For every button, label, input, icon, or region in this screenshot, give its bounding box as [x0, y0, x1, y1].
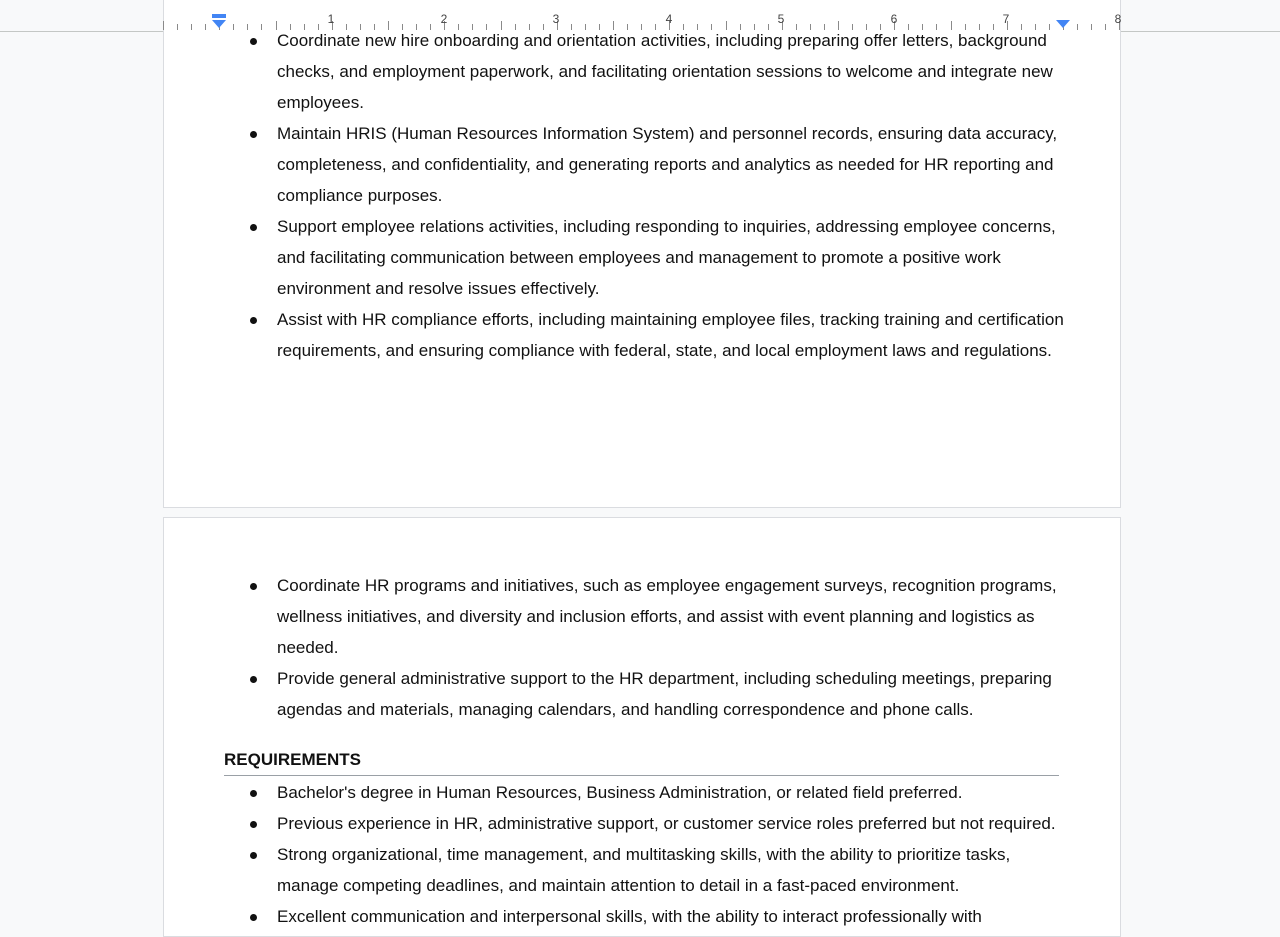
ruler-number-6: 6: [890, 12, 898, 26]
ruler-tick: [936, 24, 937, 30]
list-item-text: Excellent communication and interpersonal skills, with the ability to interact professionally with: [277, 907, 982, 926]
bullet-icon: [250, 224, 257, 231]
ruler-tick: [360, 24, 361, 30]
ruler-tick: [866, 24, 867, 30]
ruler-tick: [346, 24, 347, 30]
ruler-tick: [754, 24, 755, 30]
ruler-tick: [1077, 24, 1078, 30]
ruler-tick: [711, 24, 712, 30]
ruler-tick: [655, 24, 656, 30]
document-page-1[interactable]: [163, 0, 1121, 508]
ruler-number-7: 7: [1002, 12, 1010, 26]
ruler-tick: [922, 24, 923, 30]
ruler-tick: [1021, 24, 1022, 30]
bullet-icon: [250, 790, 257, 797]
ruler-tick: [191, 24, 192, 30]
ruler-tick: [627, 24, 628, 30]
ruler-tick: [304, 24, 305, 30]
ruler-tick: [599, 24, 600, 30]
bullet-icon: [250, 131, 257, 138]
bullet-icon: [250, 852, 257, 859]
list-item-text: Previous experience in HR, administrative support, or customer service roles preferred but not required.: [277, 814, 1056, 833]
responsibilities-list-continued: [164, 570, 1120, 725]
ruler-tick: [430, 24, 431, 30]
ruler-tick: [205, 24, 206, 30]
ruler-tick: [472, 24, 473, 30]
ruler-tick: [1049, 24, 1050, 30]
ruler-tick: [697, 24, 698, 30]
responsibilities-list: [164, 25, 1120, 366]
ruler-tick: [796, 24, 797, 30]
ruler-tick: [529, 24, 530, 30]
ruler-tick: [276, 21, 277, 30]
ruler-tick: [261, 24, 262, 30]
ruler-tick: [965, 24, 966, 30]
ruler-tick: [641, 24, 642, 30]
right-indent-marker-icon[interactable]: [1056, 20, 1070, 28]
ruler-number-2: 2: [440, 12, 448, 26]
list-item-text: Coordinate HR programs and initiatives, such as employee engagement surveys, recognition programs, wellness initiatives, and diversity and inclusion efforts, and assist with event planning and logistics as needed.: [277, 576, 1057, 657]
ruler-tick: [838, 21, 839, 30]
ruler-number-5: 5: [777, 12, 785, 26]
ruler-tick: [993, 24, 994, 30]
ruler-tick: [416, 24, 417, 30]
list-item[interactable]: [164, 25, 1120, 118]
list-item-text: Strong organizational, time management, and multitasking skills, with the ability to prioritize tasks, manage competing deadlines, and maintain attention to detail in a fast-paced environment.: [277, 845, 1011, 895]
horizontal-ruler[interactable]: [0, 0, 1280, 31]
ruler-tick: [1091, 24, 1092, 30]
list-item-text: Coordinate new hire onboarding and orientation activities, including preparing offer letters, background checks, and employment paperwork, and facilitating orientation sessions to welcome and integrate new employees.: [277, 31, 1053, 112]
list-item[interactable]: [164, 211, 1120, 304]
bullet-icon: [250, 38, 257, 45]
ruler-tick: [1105, 24, 1106, 30]
ruler-number-8: 8: [1114, 12, 1122, 26]
requirements-list: [164, 777, 1120, 932]
document-page-2[interactable]: [163, 517, 1121, 937]
ruler-tick: [501, 21, 502, 30]
ruler-tick: [233, 24, 234, 30]
ruler-tick: [486, 24, 487, 30]
ruler-tick: [726, 21, 727, 30]
bullet-icon: [250, 317, 257, 324]
list-item-text: Support employee relations activities, including responding to inquiries, addressing employee concerns, and facilitating communication between employees and management to promote a positive work environment and resolve issues effectively.: [277, 217, 1056, 298]
ruler-tick: [290, 24, 291, 30]
ruler-tick: [318, 24, 319, 30]
bullet-icon: [250, 676, 257, 683]
list-item[interactable]: [164, 663, 1120, 725]
ruler-tick: [768, 24, 769, 30]
list-item[interactable]: [164, 777, 1120, 808]
ruler-tick: [374, 24, 375, 30]
ruler-tick: [613, 21, 614, 30]
ruler-tick: [177, 24, 178, 30]
ruler-tick: [571, 24, 572, 30]
bullet-icon: [250, 583, 257, 590]
ruler-number-4: 4: [665, 12, 673, 26]
list-item[interactable]: [164, 118, 1120, 211]
ruler-tick: [402, 24, 403, 30]
ruler-tick: [515, 24, 516, 30]
requirements-heading[interactable]: REQUIREMENTS: [224, 747, 1059, 776]
list-item-text: Bachelor's degree in Human Resources, Business Administration, or related field preferred.: [277, 783, 963, 802]
list-item-text: Provide general administrative support to the HR department, including scheduling meetings, preparing agendas and materials, managing calendars, and handling correspondence and phone calls.: [277, 669, 1052, 719]
ruler-number-3: 3: [552, 12, 560, 26]
ruler-tick: [824, 24, 825, 30]
left-indent-marker-icon[interactable]: [212, 14, 226, 30]
ruler-tick: [1035, 24, 1036, 30]
list-item-text: Maintain HRIS (Human Resources Information System) and personnel records, ensuring data accuracy, completeness, and confidentiality, and generating reports and analytics as needed for HR reporting and compliance purposes.: [277, 124, 1058, 205]
ruler-tick: [979, 24, 980, 30]
ruler-tick: [163, 21, 164, 30]
list-item[interactable]: [164, 570, 1120, 663]
list-item[interactable]: [164, 808, 1120, 839]
ruler-tick: [585, 24, 586, 30]
list-item[interactable]: [164, 901, 1120, 932]
ruler-tick: [740, 24, 741, 30]
ruler-tick: [683, 24, 684, 30]
ruler-tick: [908, 24, 909, 30]
ruler-tick: [880, 24, 881, 30]
bullet-icon: [250, 821, 257, 828]
ruler-tick: [458, 24, 459, 30]
list-item[interactable]: [164, 839, 1120, 901]
ruler-tick: [810, 24, 811, 30]
list-item-text: Assist with HR compliance efforts, including maintaining employee files, tracking training and certification requirements, and ensuring compliance with federal, state, and local employment laws and regulations.: [277, 310, 1064, 360]
list-item[interactable]: [164, 304, 1120, 366]
ruler-number-1: 1: [327, 12, 335, 26]
ruler-tick: [951, 21, 952, 30]
ruler-tick: [852, 24, 853, 30]
ruler-tick: [543, 24, 544, 30]
ruler-tick: [388, 21, 389, 30]
ruler-tick: [247, 24, 248, 30]
